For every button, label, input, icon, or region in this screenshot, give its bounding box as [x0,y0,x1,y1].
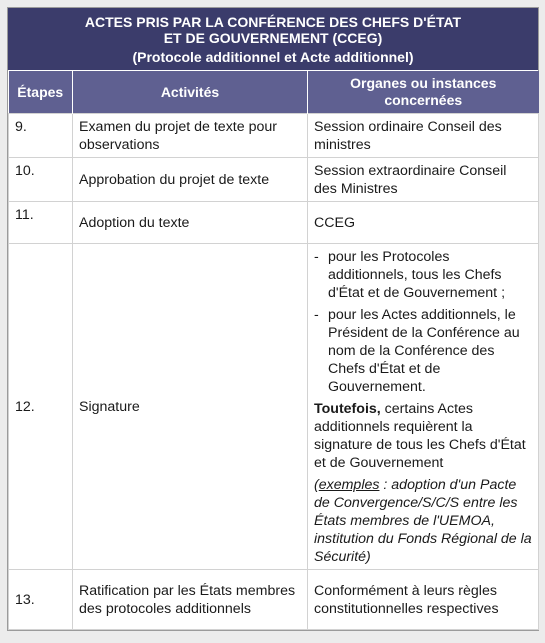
note-label: exemples [318,477,380,493]
table-title [8,8,538,71]
table-row [9,158,539,202]
organ-cell: Session extraordinaire Conseil des Ministres [308,158,539,202]
header-row [9,71,539,114]
table-row [9,244,539,570]
document-table-frame [7,7,539,631]
step-cell: 11. [9,202,73,244]
note-text: : adoption d'un Pacte de Convergence/S/C/S entre les États membres de l'UEMOA, institution du Fonds Régional de la Sécurité [314,477,532,565]
activity-cell: Adoption du texte [73,202,308,244]
table-row [9,202,539,244]
organ-list-item [314,248,532,302]
organ-list-item [314,306,532,396]
table-row [9,114,539,158]
title-line-1: ACTES PRIS PAR LA CONFÉRENCE DES CHEFS D'ÉTAT [84,14,462,30]
list-dash: - [314,307,319,323]
acts-table [8,71,539,630]
title-line-3: (Protocole additionnel et Acte additionnel) [132,49,414,65]
step-cell: 9. [9,114,73,158]
note-open: ( [314,477,319,493]
activity-cell: Ratification par les États membres des protocoles additionnels [73,570,308,630]
organ-cell: Session ordinaire Conseil des ministres [308,114,539,158]
organ-cell [308,244,539,570]
step-cell: 12. [9,244,73,570]
organ-cell: Conformément à leurs règles constitutionnelles respectives [308,570,539,630]
header-organes: Organes ou instances concernées [308,71,539,114]
header-etapes: Étapes [9,71,73,114]
list-item-text: pour les Protocoles additionnels, tous les Chefs d'État et de Gouvernement ; [328,249,506,301]
table-row [9,570,539,630]
title-line-2: ET DE GOUVERNEMENT (CCEG) [163,30,383,46]
list-item-text: pour les Actes additionnels, le Président de la Conférence au nom de la Conférence des Chefs d'État et de Gouvernement. [328,307,520,395]
list-dash: - [314,249,319,265]
header-activites: Activités [73,71,308,114]
note-close: ) [366,549,371,565]
organ-cell: CCEG [308,202,539,244]
toutefois-bold: Toutefois, [314,401,381,417]
activity-cell: Approbation du projet de texte [73,158,308,202]
toutefois-paragraph [314,400,532,472]
activity-cell: Examen du projet de texte pour observations [73,114,308,158]
examples-note [314,476,532,566]
activity-cell: Signature [73,244,308,570]
step-cell: 10. [9,158,73,202]
toutefois-text: certains Actes additionnels requièrent la signature de tous les Chefs d'État et de Gouvernement [314,401,526,471]
step-cell: 13. [9,570,73,630]
